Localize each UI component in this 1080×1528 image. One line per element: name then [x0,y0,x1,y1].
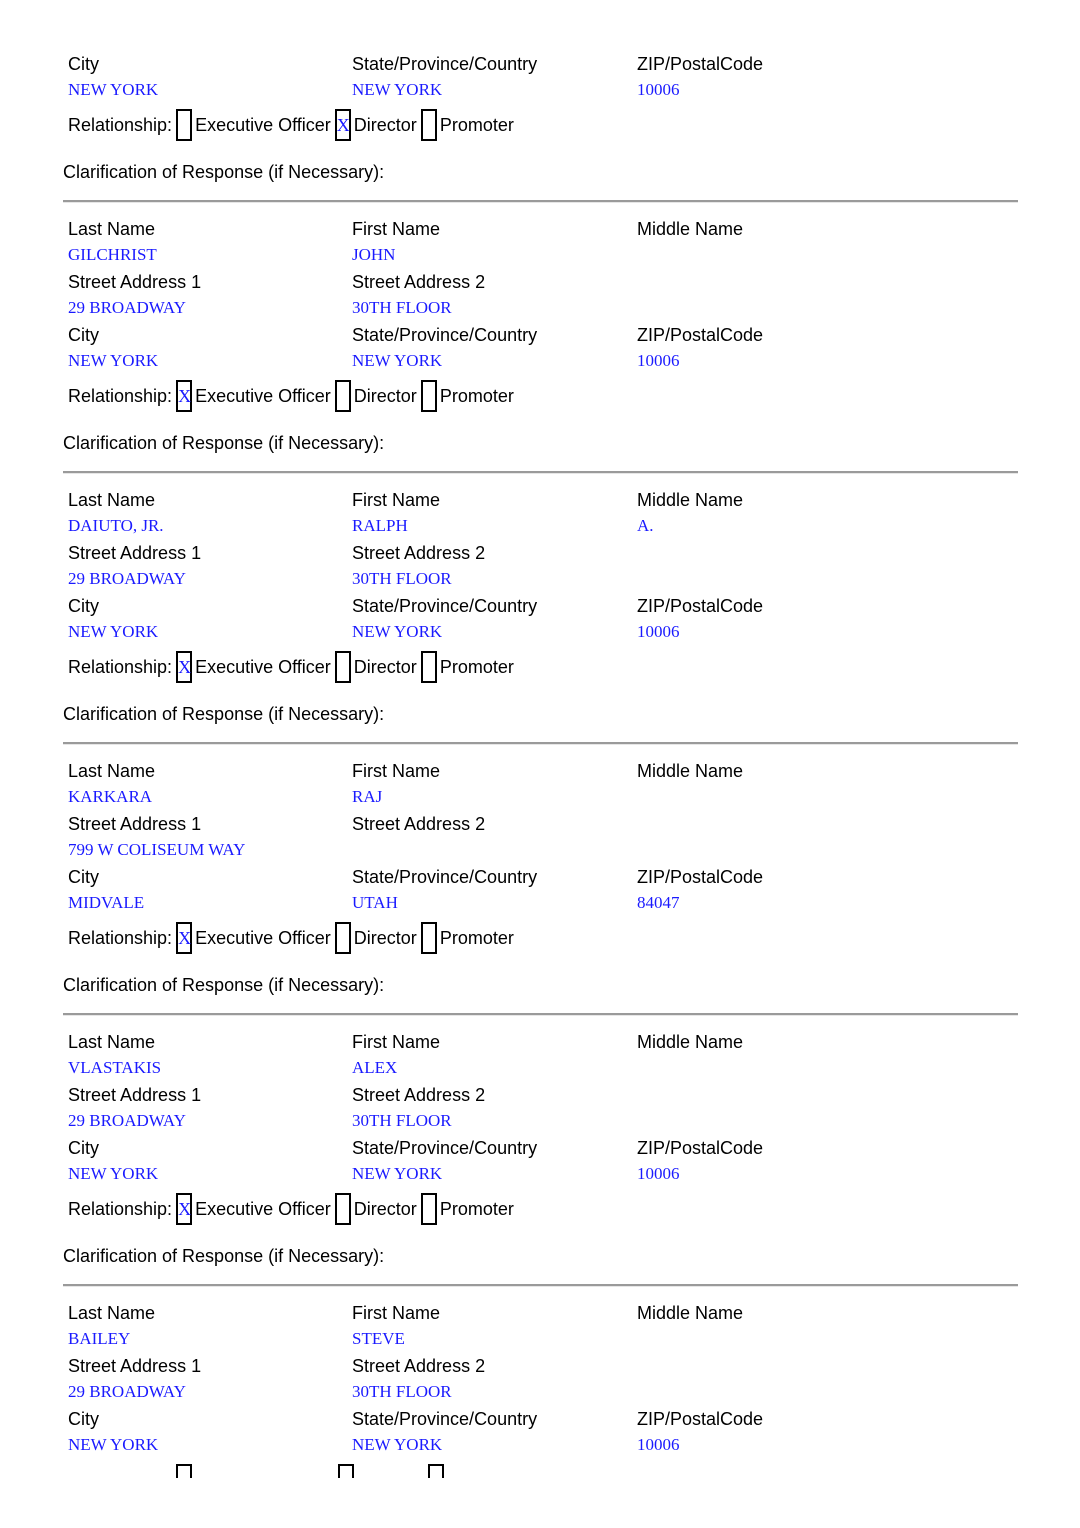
middle-name-label: Middle Name [637,1303,744,1323]
executive-officer-label: Executive Officer [195,114,331,135]
zip-label: ZIP/PostalCode [637,1138,764,1158]
director-label: Director [353,656,417,677]
first-name-label: First Name [352,1032,441,1052]
director-checkbox[interactable] [335,922,351,954]
zip-label: ZIP/PostalCode [637,1409,764,1429]
city-value: NEW YORK [68,80,159,99]
promoter-label: Promoter [439,385,514,406]
street2-label: Street Address 2 [352,1356,486,1376]
last-name-label: Last Name [68,490,156,510]
city-label: City [68,1409,99,1429]
last-name-value: VLASTAKIS [68,1058,162,1077]
relationship-label: Relationship: [68,1198,173,1219]
street1-value: 799 W COLISEUM WAY [68,840,246,859]
executive-officer-label: Executive Officer [195,927,331,948]
last-name-label: Last Name [68,1032,156,1052]
first-name-value: RALPH [352,516,408,535]
city-value: NEW YORK [68,1164,159,1183]
director-label: Director [353,385,417,406]
last-name-label: Last Name [68,219,156,239]
director-checkbox[interactable] [335,651,351,683]
first-name-value: JOHN [352,245,396,264]
street2-label: Street Address 2 [352,543,486,563]
last-name-value: KARKARA [68,787,153,806]
relationship-label: Relationship: [68,114,173,135]
state-value: NEW YORK [352,80,443,99]
executive-officer-label: Executive Officer [195,1198,331,1219]
director-checkbox[interactable] [335,1193,351,1225]
zip-label: ZIP/PostalCode [637,325,764,345]
promoter-label: Promoter [439,114,514,135]
promoter-label: Promoter [439,1198,514,1219]
last-name-label: Last Name [68,1303,156,1323]
street1-label: Street Address 1 [68,814,202,834]
first-name-value: RAJ [352,787,383,806]
street2-label: Street Address 2 [352,814,486,834]
street2-value: 30TH FLOOR [352,1111,452,1130]
street2-value: 30TH FLOOR [352,569,452,588]
relationship-label: Relationship: [68,656,173,677]
clarification-label: Clarification of Response (if Necessary): [63,1246,385,1266]
clarification-label: Clarification of Response (if Necessary): [63,975,385,995]
zip-value: 10006 [637,622,680,641]
zip-label: ZIP/PostalCode [637,867,764,887]
last-name-value: GILCHRIST [68,245,157,264]
first-name-label: First Name [352,1303,441,1323]
last-name-value: DAIUTO, JR. [68,516,164,535]
street1-value: 29 BROADWAY [68,569,186,588]
last-name-value: BAILEY [68,1329,131,1348]
promoter-checkbox[interactable] [421,922,437,954]
middle-name-label: Middle Name [637,219,744,239]
promoter-checkbox[interactable] [421,1193,437,1225]
street1-value: 29 BROADWAY [68,1382,186,1401]
city-label: City [68,596,99,616]
last-name-label: Last Name [68,761,156,781]
director-checkbox[interactable]: X [335,109,351,141]
executive-officer-checkbox[interactable]: X [176,1193,192,1225]
relationship-row [68,649,514,685]
clarification-label: Clarification of Response (if Necessary): [63,162,385,182]
executive-officer-checkbox[interactable]: X [176,922,192,954]
state-label: State/Province/Country [352,54,538,74]
clarification-label: Clarification of Response (if Necessary): [63,704,385,724]
street2-label: Street Address 2 [352,1085,486,1105]
relationship-row [68,107,514,143]
city-value: NEW YORK [68,622,159,641]
state-label: State/Province/Country [352,596,538,616]
section-divider [63,200,1018,203]
section-divider [63,1013,1018,1016]
state-value: NEW YORK [352,1164,443,1183]
first-name-value: ALEX [352,1058,398,1077]
middle-name-value: A. [637,516,654,535]
state-value: NEW YORK [352,622,443,641]
director-label: Director [353,114,417,135]
relationship-label: Relationship: [68,927,173,948]
city-value: NEW YORK [68,351,159,370]
first-name-label: First Name [352,490,441,510]
zip-value: 10006 [637,1164,680,1183]
director-label: Director [353,1198,417,1219]
section-divider [63,1284,1018,1287]
city-value: MIDVALE [68,893,145,912]
state-value: NEW YORK [352,351,443,370]
street1-value: 29 BROADWAY [68,1111,186,1130]
executive-officer-checkbox[interactable]: X [176,380,192,412]
first-name-label: First Name [352,761,441,781]
zip-value: 10006 [637,80,680,99]
promoter-label: Promoter [439,927,514,948]
city-value: NEW YORK [68,1435,159,1454]
executive-officer-label: Executive Officer [195,656,331,677]
street2-value: 30TH FLOOR [352,298,452,317]
middle-name-label: Middle Name [637,490,744,510]
zip-label: ZIP/PostalCode [637,596,764,616]
first-name-value: STEVE [352,1329,405,1348]
section-divider [63,471,1018,474]
relationship-row [68,378,514,414]
middle-name-label: Middle Name [637,1032,744,1052]
state-value: NEW YORK [352,1435,443,1454]
middle-name-label: Middle Name [637,761,744,781]
promoter-checkbox[interactable] [421,380,437,412]
relationship-row [68,920,514,956]
promoter-checkbox[interactable] [421,651,437,683]
city-label: City [68,867,99,887]
state-value: UTAH [352,893,398,912]
state-label: State/Province/Country [352,1409,538,1429]
street1-label: Street Address 1 [68,272,202,292]
street1-label: Street Address 1 [68,543,202,563]
section-divider [63,742,1018,745]
zip-value: 10006 [637,351,680,370]
street1-value: 29 BROADWAY [68,298,186,317]
zip-value: 84047 [637,893,680,912]
relationship-row [68,1191,514,1227]
first-name-label: First Name [352,219,441,239]
street2-value: 30TH FLOOR [352,1382,452,1401]
relationship-label: Relationship: [68,385,173,406]
city-label: City [68,1138,99,1158]
state-label: State/Province/Country [352,867,538,887]
street2-label: Street Address 2 [352,272,486,292]
promoter-checkbox[interactable] [421,109,437,141]
executive-officer-checkbox[interactable] [176,109,192,141]
director-label: Director [353,927,417,948]
executive-officer-label: Executive Officer [195,385,331,406]
city-label: City [68,325,99,345]
state-label: State/Province/Country [352,1138,538,1158]
zip-label: ZIP/PostalCode [637,54,764,74]
state-label: State/Province/Country [352,325,538,345]
promoter-checkbox[interactable] [428,1464,444,1478]
clarification-label: Clarification of Response (if Necessary): [63,433,385,453]
executive-officer-checkbox[interactable] [176,1464,192,1478]
promoter-label: Promoter [439,656,514,677]
street1-label: Street Address 1 [68,1356,202,1376]
director-checkbox[interactable] [335,380,351,412]
director-checkbox[interactable] [338,1464,354,1478]
zip-value: 10006 [637,1435,680,1454]
city-label: City [68,54,99,74]
street1-label: Street Address 1 [68,1085,202,1105]
executive-officer-checkbox[interactable]: X [176,651,192,683]
